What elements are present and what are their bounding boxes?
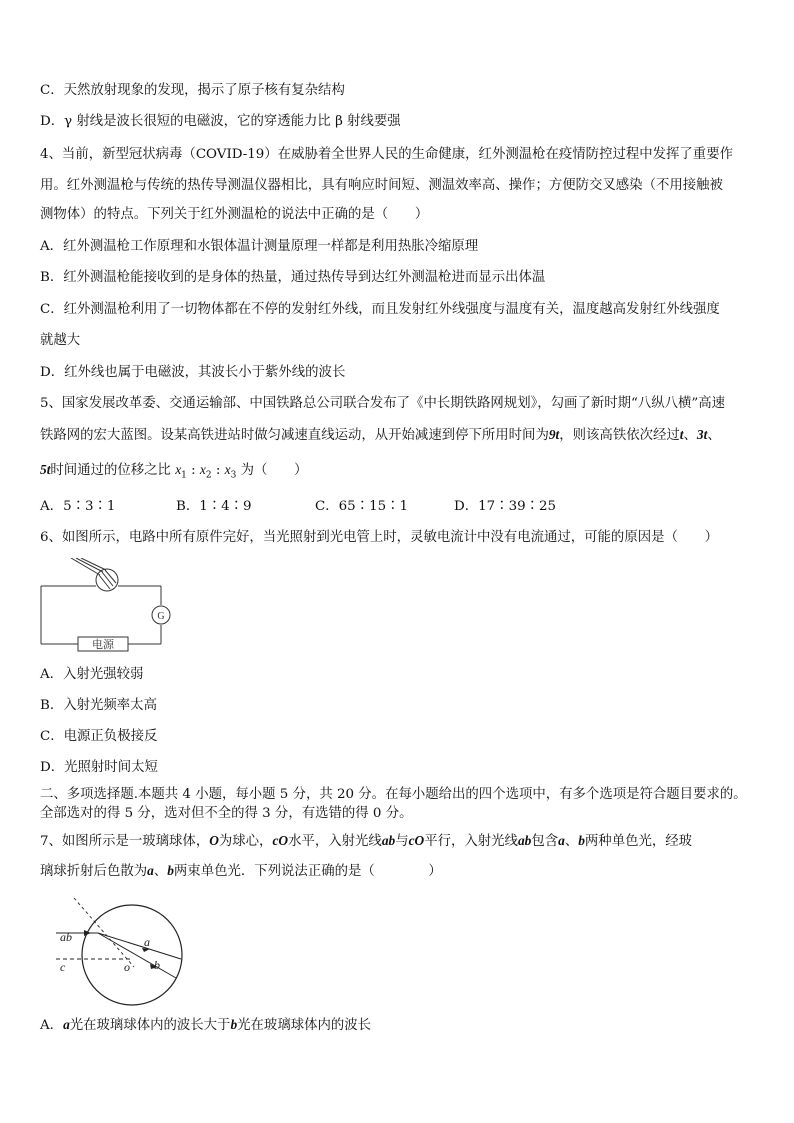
q7-text: 与: [395, 834, 409, 849]
q7-text: 、: [564, 834, 579, 849]
q7-text: 水平，入射光线: [288, 834, 382, 849]
q7-text: 为球心，: [218, 834, 273, 849]
q6-stem: 6、如图所示，电路中所有原件完好，当光照射到光电管上时，灵敏电流计中没有电流通过，可能的原因是（ ）: [40, 530, 719, 545]
symbol-b: b: [167, 863, 174, 878]
x1-symbol: x: [175, 462, 182, 477]
option-label: A．: [40, 499, 64, 514]
q4-option-c-line-2: 就越大: [40, 333, 81, 348]
q7-stem-line-2: [40, 862, 442, 881]
option-value: 1∶4∶9: [199, 499, 252, 514]
q5-text: 为（ ）: [240, 463, 308, 478]
q5-option-b: [176, 498, 252, 516]
symbol-cO: cO: [272, 833, 289, 848]
q7-stem-line-1: [40, 832, 692, 851]
galvanometer-label: G: [157, 611, 165, 622]
q7-text: 两束单色光．下列说法正确的是（ ）: [173, 864, 442, 879]
symbol-b: b: [230, 1017, 238, 1032]
q5-ratio-expression: $x_1$ : $x_2$ : $x_3$: [175, 462, 237, 481]
q7-text: 光在玻璃球体内的波长大于: [69, 1018, 231, 1033]
photocell-electrode: [102, 572, 113, 586]
q4-stem-line-3: 测物体）的特点。下列关于红外测温枪的说法中正确的是（ ）: [40, 207, 429, 222]
q7-option-a: [40, 1016, 371, 1035]
q5-sep: 、: [683, 428, 697, 443]
q4-option-b: B．红外测温枪能接收到的是身体的热量，通过热传导到达红外测温枪进而显示出体温: [40, 270, 546, 285]
x1-subscript: 1: [181, 470, 187, 481]
light-ray: [81, 558, 106, 570]
option-label: C．: [315, 499, 339, 514]
label-a: a: [144, 935, 150, 949]
x2-subscript: 2: [205, 470, 212, 481]
symbol-a: a: [558, 833, 565, 848]
symbol-cO: cO: [408, 833, 425, 848]
q5-stem-line-1: 5、国家发展改革委、交通运输部、中国铁路总公司联合发布了《中长期铁路网规划》，勾画了新时期“八纵八横”高速: [40, 396, 726, 411]
symbol-ab: ab: [381, 833, 396, 848]
q4-stem-line-1: 4、当前，新型冠状病毒（COVID-19）在威胁着全世界人民的生命健康，红外测温枪在疫情防控过程中发挥了重要作: [40, 147, 733, 162]
q7-text: 、: [153, 864, 168, 879]
q6-option-c: C．电源正负极接反: [40, 729, 158, 744]
x2-symbol: x: [199, 462, 206, 477]
section-2-heading-line-2: 全部选对的得 5 分，选对但不全的得 3 分，有选错的得 0 分。: [40, 806, 413, 821]
q4-option-c-line-1: C．红外测温枪利用了一切物体都在不停的发射红外线，而且发射红外线强度与温度有关，温度越高发射红外线强度: [40, 302, 720, 317]
q4-option-a: A．红外测温枪工作原理和水银体温计测量原理一样都是利用热胀冷缩原理: [40, 239, 479, 254]
q5-text: ，则该高铁依次经过: [559, 428, 680, 443]
q5-option-a: [40, 498, 115, 516]
x3-symbol: x: [224, 462, 231, 477]
q5-time-2: 3t: [696, 427, 708, 442]
symbol-b: b: [578, 833, 585, 848]
photocell-electrode: [99, 575, 110, 589]
label-o: o: [124, 960, 130, 974]
q5-option-c: [315, 498, 408, 516]
power-source-label: 电源: [92, 639, 114, 651]
symbol-a: a: [63, 1017, 70, 1032]
q7-text: 平行，入射光线: [424, 834, 518, 849]
x3-subscript: 3: [230, 470, 237, 481]
q7-glass-sphere-figure: [48, 893, 198, 1013]
symbol-a: a: [147, 863, 154, 878]
label-c: c: [60, 960, 66, 974]
q6-option-b: B．入射光频率太高: [40, 698, 157, 713]
q7-text: 光在玻璃球体内的波长: [237, 1018, 372, 1033]
q7-text: 两种单色光，经玻: [584, 834, 693, 849]
symbol-O: O: [209, 833, 219, 848]
label-ab: ab: [60, 930, 72, 944]
option-value: 65∶15∶1: [338, 499, 409, 514]
q3-option-c: C．天然放射现象的发现，揭示了原子核有复杂结构: [40, 83, 345, 98]
q4-stem-line-2: 用。红外测温枪与传统的热传导测温仪器相比，具有响应时间短、测温效率高、操作；方便防交叉感染（不用接触被: [40, 178, 723, 193]
option-label: B．: [176, 499, 200, 514]
q5-option-d: [454, 498, 556, 516]
option-label: D．: [454, 499, 479, 514]
q5-time-1: t: [679, 427, 684, 442]
light-ray: [76, 558, 103, 572]
q5-stem-line-2: [40, 426, 721, 445]
q5-sep: 、: [707, 428, 721, 443]
q6-option-a: A．入射光强较弱: [40, 667, 144, 682]
refracted-ray-b: [98, 933, 176, 978]
q5-text: 时间通过的位移之比: [50, 463, 171, 478]
q6-photoelectric-circuit-figure: [38, 558, 178, 654]
incident-ray-arrow: [84, 930, 91, 936]
q5-stem-line-3: [40, 461, 308, 485]
q7-text: 7、如图所示是一玻璃球体，: [40, 834, 210, 849]
section-2-heading-line-1: 二、多项选择题.本题共 4 小题，每小题 5 分，共 20 分。在每小题给出的四个选项中，有多个选项是符合题目要求的。: [40, 787, 747, 802]
option-value: 17∶39∶25: [478, 499, 557, 514]
option-value: 5∶3∶1: [63, 499, 116, 514]
q3-option-d: D．γ 射线是波长很短的电磁波，它的穿透能力比 β 射线要强: [40, 114, 401, 129]
q6-option-d: D．光照射时间太短: [40, 760, 158, 775]
q7-text: 璃球折射后色散为: [40, 864, 148, 879]
q4-option-d: D．红外线也属于电磁波，其波长小于紫外线的波长: [40, 365, 346, 380]
q5-time-3: 5t: [40, 462, 51, 477]
q5-text: 铁路网的宏大蓝图。设某高铁进站时做匀减速直线运动，从开始减速到停下所用时间为: [40, 428, 549, 443]
symbol-ab: ab: [517, 833, 532, 848]
q7-text: 包含: [531, 834, 559, 849]
refracted-ray-a: [98, 933, 181, 959]
q5-total-time: 9t: [548, 427, 560, 442]
q7-text: A．: [40, 1018, 64, 1033]
label-b: b: [154, 958, 160, 972]
